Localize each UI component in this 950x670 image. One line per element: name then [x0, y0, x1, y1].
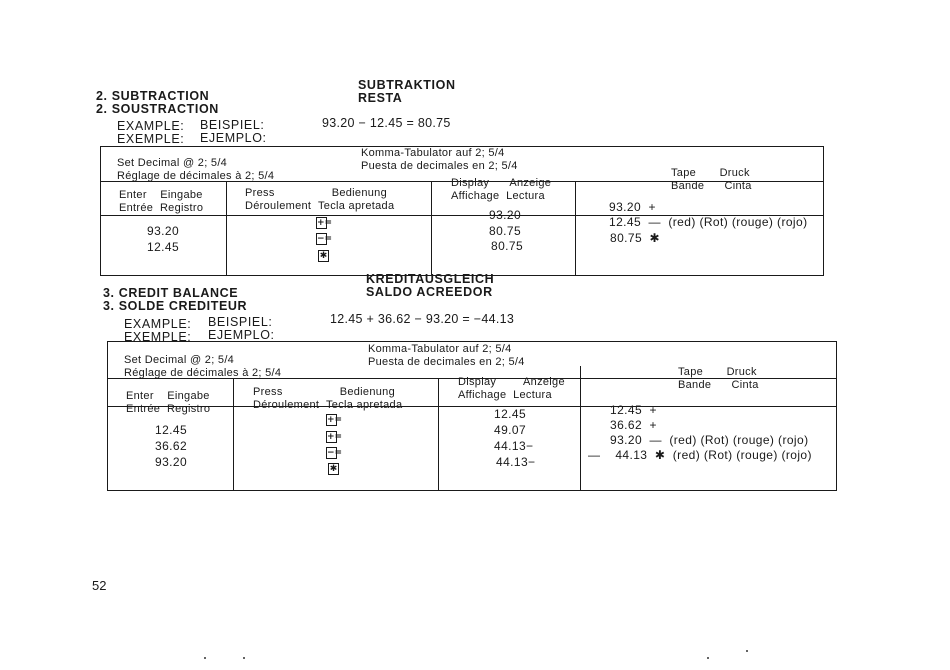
example-de: BEISPIEL:	[200, 118, 265, 132]
display-value: 12.45	[494, 407, 527, 421]
enter-value: 93.20	[155, 455, 188, 469]
scan-speck	[243, 657, 245, 659]
tape-es: Cinta	[724, 179, 752, 192]
scan-speck	[746, 650, 748, 652]
heading-es: SALDO ACREEDOR	[366, 285, 493, 299]
set-decimal-fr: Réglage de décimales à 2; 5/4	[124, 366, 282, 379]
display-value: 44.13−	[496, 455, 536, 469]
subtraction-heading-de-es	[358, 79, 456, 105]
tape-header-line1	[678, 366, 759, 379]
display-value: 80.75	[491, 239, 524, 253]
divider	[438, 378, 439, 490]
set-decimal-en-fr	[124, 354, 281, 379]
divider	[108, 406, 836, 407]
press-header-line1	[245, 187, 394, 200]
set-decimal-es: Puesta de decimales en 2; 5/4	[368, 355, 525, 368]
enter-es: Registro	[166, 402, 211, 415]
subtraction-table	[100, 146, 824, 276]
tape-fr: Bande	[671, 179, 705, 192]
tape-header	[678, 366, 759, 391]
scan-speck	[204, 657, 206, 659]
enter-header	[119, 189, 203, 214]
tape-de: Druck	[719, 167, 750, 179]
display-en: Display	[451, 177, 490, 189]
press-fr: Déroulement	[245, 199, 312, 212]
enter-en: Enter	[119, 189, 147, 201]
total-key-icon: ✱	[329, 464, 338, 474]
example-es: EJEMPLO:	[208, 328, 275, 342]
tape-row	[610, 404, 657, 417]
display-header-line1	[451, 177, 551, 190]
heading-en: 2. SUBTRACTION	[96, 89, 210, 103]
credit-balance-equation: 12.45 + 36.62 − 93.20 = −44.13	[330, 312, 515, 326]
enter-header-line1	[126, 390, 210, 403]
tape-value: 44.13	[615, 448, 648, 462]
subtraction-heading	[96, 90, 219, 116]
tape-note: (red) (Rot) (rouge) (rojo)	[672, 448, 812, 462]
display-value: 44.13−	[494, 439, 534, 453]
credit-balance-heading-de-es	[366, 273, 494, 299]
divider	[575, 181, 576, 275]
set-decimal-de: Komma-Tabulator auf 2; 5/4	[361, 147, 505, 159]
divider	[226, 181, 227, 275]
tape-en: Tape	[678, 366, 704, 378]
total-key-icon: ✱	[319, 251, 328, 261]
heading-es: RESTA	[358, 91, 403, 105]
example-fr: EXEMPLE:	[117, 132, 185, 146]
enter-header-line2	[119, 202, 203, 215]
display-header	[451, 177, 551, 202]
press-header-line2	[253, 399, 402, 412]
scan-speck	[707, 657, 709, 659]
subtraction-equation: 93.20 − 12.45 = 80.75	[322, 116, 451, 130]
set-decimal-de-es	[361, 147, 518, 172]
divider	[431, 181, 432, 275]
press-en: Press	[245, 187, 275, 199]
enter-header-line2	[126, 403, 210, 416]
display-es: Lectura	[506, 189, 545, 202]
press-de: Bedienung	[339, 386, 395, 398]
tape-note: (red) (Rot) (rouge) (rojo)	[669, 433, 809, 447]
tape-value: 12.45	[609, 215, 642, 229]
press-es: Tecla apretada	[326, 398, 403, 411]
enter-value: 93.20	[147, 224, 180, 238]
tape-note: (red) (Rot) (rouge) (rojo)	[668, 215, 808, 229]
set-decimal-en: Set Decimal @ 2; 5/4	[117, 157, 228, 169]
display-header-line2	[458, 389, 565, 402]
heading-en: 3. CREDIT BALANCE	[103, 286, 239, 300]
page-number: 52	[92, 578, 107, 593]
tape-value: 93.20	[609, 200, 642, 214]
tape-value: 12.45	[610, 403, 643, 417]
set-decimal-es: Puesta de decimales en 2; 5/4	[361, 159, 518, 172]
enter-value: 12.45	[147, 240, 180, 254]
tape-fr: Bande	[678, 378, 712, 391]
enter-value: 12.45	[155, 423, 188, 437]
press-header-line1	[253, 386, 402, 399]
display-es: Lectura	[513, 388, 552, 401]
plus-equals-key-icon: +=	[317, 218, 333, 228]
divider	[580, 366, 581, 490]
set-decimal-fr: Réglage de décimales à 2; 5/4	[117, 169, 275, 182]
minus-equals-key-icon: −=	[317, 234, 333, 244]
example-label-de-es	[200, 119, 267, 145]
example-en: EXAMPLE:	[117, 119, 185, 133]
tape-symbol: ✱	[654, 448, 666, 462]
press-es: Tecla apretada	[318, 199, 395, 212]
display-de: Anzeige	[509, 177, 552, 189]
tape-row	[609, 201, 656, 214]
enter-fr: Entrée	[126, 402, 161, 415]
enter-en: Enter	[126, 390, 154, 402]
tape-header-line2	[678, 379, 759, 392]
press-header	[253, 386, 402, 411]
example-en: EXAMPLE:	[124, 317, 192, 331]
display-value: 49.07	[494, 423, 527, 437]
enter-de: Eingabe	[167, 390, 210, 402]
press-fr: Déroulement	[253, 398, 320, 411]
tape-header-line1	[671, 167, 752, 180]
tape-symbol: ✱	[649, 231, 660, 245]
display-header-line2	[451, 190, 551, 203]
display-de: Anzeige	[523, 376, 565, 388]
tape-symbol: +	[648, 200, 656, 214]
press-de: Bedienung	[331, 187, 387, 199]
tape-en: Tape	[671, 167, 697, 179]
tape-value: 80.75	[610, 231, 643, 245]
tape-row	[610, 434, 808, 447]
example-es: EJEMPLO:	[200, 131, 267, 145]
heading-de: SUBTRAKTION	[358, 78, 456, 92]
heading-de: KREDITAUSGLEICH	[366, 272, 495, 286]
set-decimal-en: Set Decimal @ 2; 5/4	[124, 354, 235, 366]
set-decimal-en-fr	[117, 157, 274, 182]
tape-row	[588, 449, 812, 462]
credit-balance-table	[107, 341, 837, 491]
plus-equals-key-icon: +=	[327, 415, 343, 425]
set-decimal-de: Komma-Tabulator auf 2; 5/4	[368, 343, 512, 355]
display-value: 93.20	[489, 208, 522, 222]
enter-fr: Entrée	[119, 201, 154, 214]
example-de: BEISPIEL:	[208, 315, 273, 329]
minus-equals-key-icon: −=	[327, 448, 343, 458]
tape-row	[610, 232, 660, 245]
tape-value: 93.20	[610, 433, 643, 447]
tape-es: Cinta	[731, 378, 759, 391]
enter-de: Eingabe	[160, 189, 203, 201]
credit-balance-heading	[103, 287, 247, 313]
example-label-de-es	[208, 316, 275, 342]
example-fr: EXEMPLE:	[124, 330, 192, 344]
tape-header-line2	[671, 180, 752, 193]
display-header-line1	[458, 376, 565, 389]
tape-value: 36.62	[610, 418, 643, 432]
enter-es: Registro	[159, 201, 204, 214]
display-en: Display	[458, 376, 497, 388]
display-fr: Affichage	[458, 388, 507, 401]
tape-row	[609, 216, 807, 229]
example-label-en-fr	[117, 120, 184, 146]
tape-symbol: +	[649, 403, 657, 417]
press-header	[245, 187, 394, 212]
plus-equals-key-icon: +=	[327, 432, 343, 442]
display-fr: Affichage	[451, 189, 500, 202]
tape-symbol: +	[649, 418, 657, 432]
display-header	[458, 376, 565, 401]
enter-value: 36.62	[155, 439, 188, 453]
press-en: Press	[253, 386, 283, 398]
enter-header-line1	[119, 189, 203, 202]
tape-prefix: —	[588, 448, 601, 462]
tape-de: Druck	[726, 366, 757, 378]
heading-fr: 2. SOUSTRACTION	[96, 102, 219, 116]
divider	[233, 378, 234, 490]
tape-symbol: —	[649, 433, 662, 447]
enter-header	[126, 390, 210, 415]
tape-header	[671, 167, 752, 192]
set-decimal-de-es	[368, 343, 525, 368]
display-value: 80.75	[489, 224, 522, 238]
heading-fr: 3. SOLDE CREDITEUR	[103, 299, 248, 313]
press-header-line2	[245, 200, 394, 213]
tape-row	[610, 419, 657, 432]
tape-symbol: —	[648, 215, 661, 229]
